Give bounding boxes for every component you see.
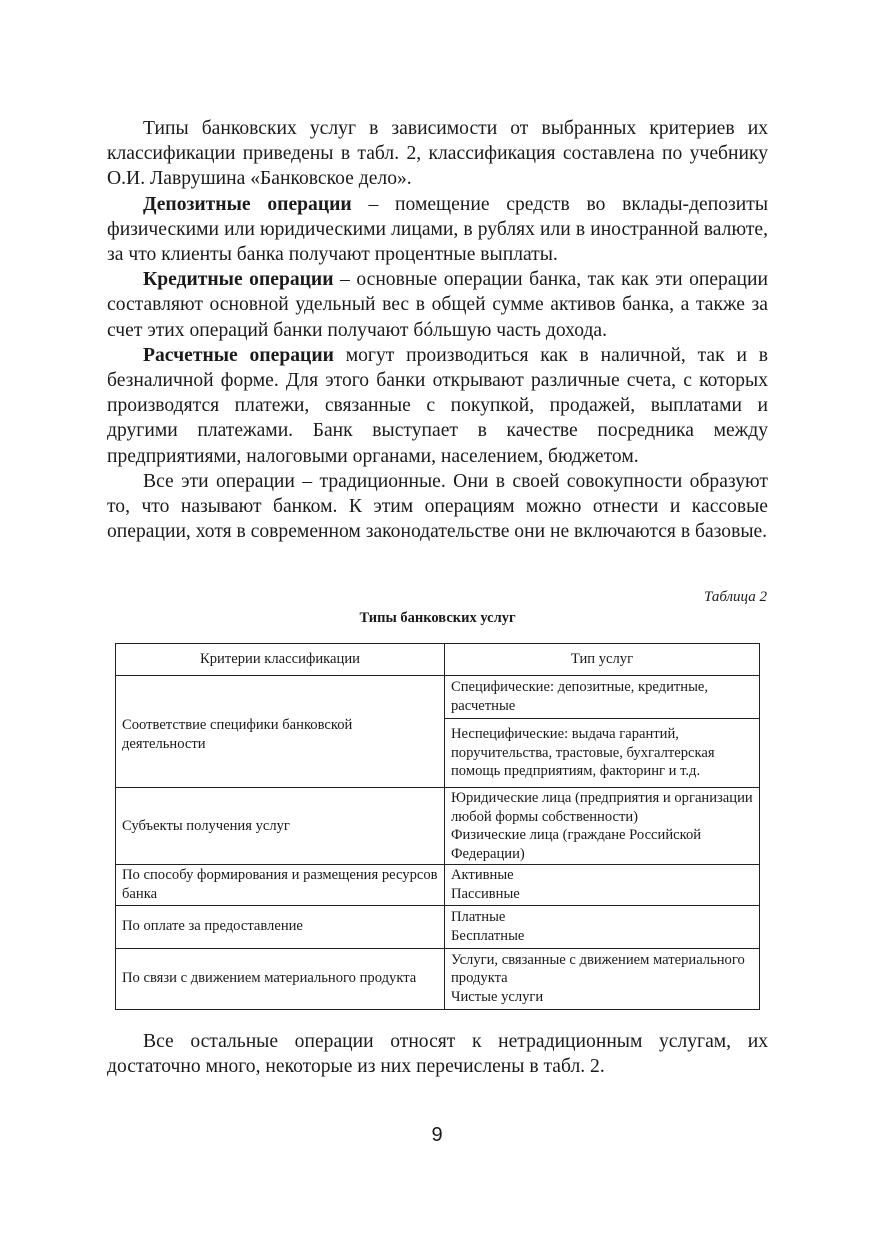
table-row	[116, 676, 760, 719]
type-line: Физические лица (граждане Российской Федерации)	[451, 827, 702, 862]
type-line: Платные	[451, 908, 506, 925]
table-row	[116, 865, 760, 905]
paragraph-deposit-operations: Депозитные операции – помещение средств во вклады-депозиты физическими или юридическими лицами, в рублях или в иностранной валюте, за что клиенты банка получают процентные выплаты.	[107, 193, 768, 266]
paragraph-intro: Типы банковских услуг в зависимости от выбранных критериев их классификации приведены в табл. 2, классификация составлена по учебнику О.И. Лаврушина «Банковское дело».	[107, 118, 768, 190]
type-cell	[445, 865, 760, 905]
table-row	[116, 948, 760, 1009]
term-credit: Кредитные операции	[143, 269, 334, 291]
type-line: Пассивные	[451, 885, 520, 902]
term-deposit: Депозитные операции	[143, 193, 352, 215]
bank-services-table	[115, 643, 760, 1010]
table-row	[116, 905, 760, 948]
type-line: Бесплатные	[451, 927, 525, 944]
table-row	[116, 788, 760, 865]
body-text	[107, 116, 768, 544]
type-line: Чистые услуги	[451, 988, 544, 1005]
type-line: Юридические лица (предприятия и организации любой формы собственности)	[451, 790, 753, 825]
paragraph-traditional: Все эти операции – традиционные. Они в своей совокупности образуют то, что называют банком. К этим операциям можно отнести и кассовые операции, хотя в современном законодательстве они не включаются в базовые.	[107, 470, 768, 543]
criterion-cell: Субъекты получения услуг	[116, 788, 445, 865]
table-label: Таблица 2	[704, 589, 767, 605]
criterion-cell: По оплате за предоставление	[116, 905, 445, 948]
type-cell	[445, 788, 760, 865]
type-cell	[445, 948, 760, 1009]
table-header-row	[116, 644, 760, 676]
type-cell	[445, 905, 760, 948]
header-type: Тип услуг	[445, 644, 760, 676]
term-settlement: Расчетные операции	[143, 344, 334, 366]
header-criteria: Критерии классификации	[116, 644, 445, 676]
paragraph-credit-operations: Кредитные операции – основные операции банка, так как эти операции составляют основной удельный вес в общей сумме активов банка, а также за счет этих операций банки получают бóльшую часть дохода.	[107, 269, 768, 341]
criterion-cell: Соответствие специфики банковской деятельности	[116, 676, 445, 788]
closing-text	[107, 1029, 768, 1079]
paragraph-settlement-operations: Расчетные операции могут производиться как в наличной, так и в безналичной форме. Для этого банки открывают различные счета, с которых производятся платежи, связанные с покупкой, продажей, выплатами и другими платежами. Банк выступает в качестве посредника между предприятиями, налоговыми органами, населением, бюджетом.	[107, 344, 769, 467]
page-number: 9	[431, 1124, 443, 1146]
criterion-cell: По связи с движением материального продукта	[116, 948, 445, 1009]
criterion-cell: По способу формирования и размещения ресурсов банка	[116, 865, 445, 905]
type-cell: Неспецифические: выдача гарантий, поручительства, трастовые, бухгалтерская помощь предприятиям, факторинг и т.д.	[445, 719, 760, 788]
paragraph-nontraditional: Все остальные операции относят к нетрадиционным услугам, их достаточно много, некоторые из них перечислены в табл. 2.	[107, 1031, 768, 1078]
type-line: Услуги, связанные с движением материального продукта	[451, 951, 745, 987]
type-line: Активные	[451, 867, 514, 884]
type-cell: Специфические: депозитные, кредитные, расчетные	[445, 676, 760, 719]
table-title: Типы банковских услуг	[359, 610, 516, 626]
